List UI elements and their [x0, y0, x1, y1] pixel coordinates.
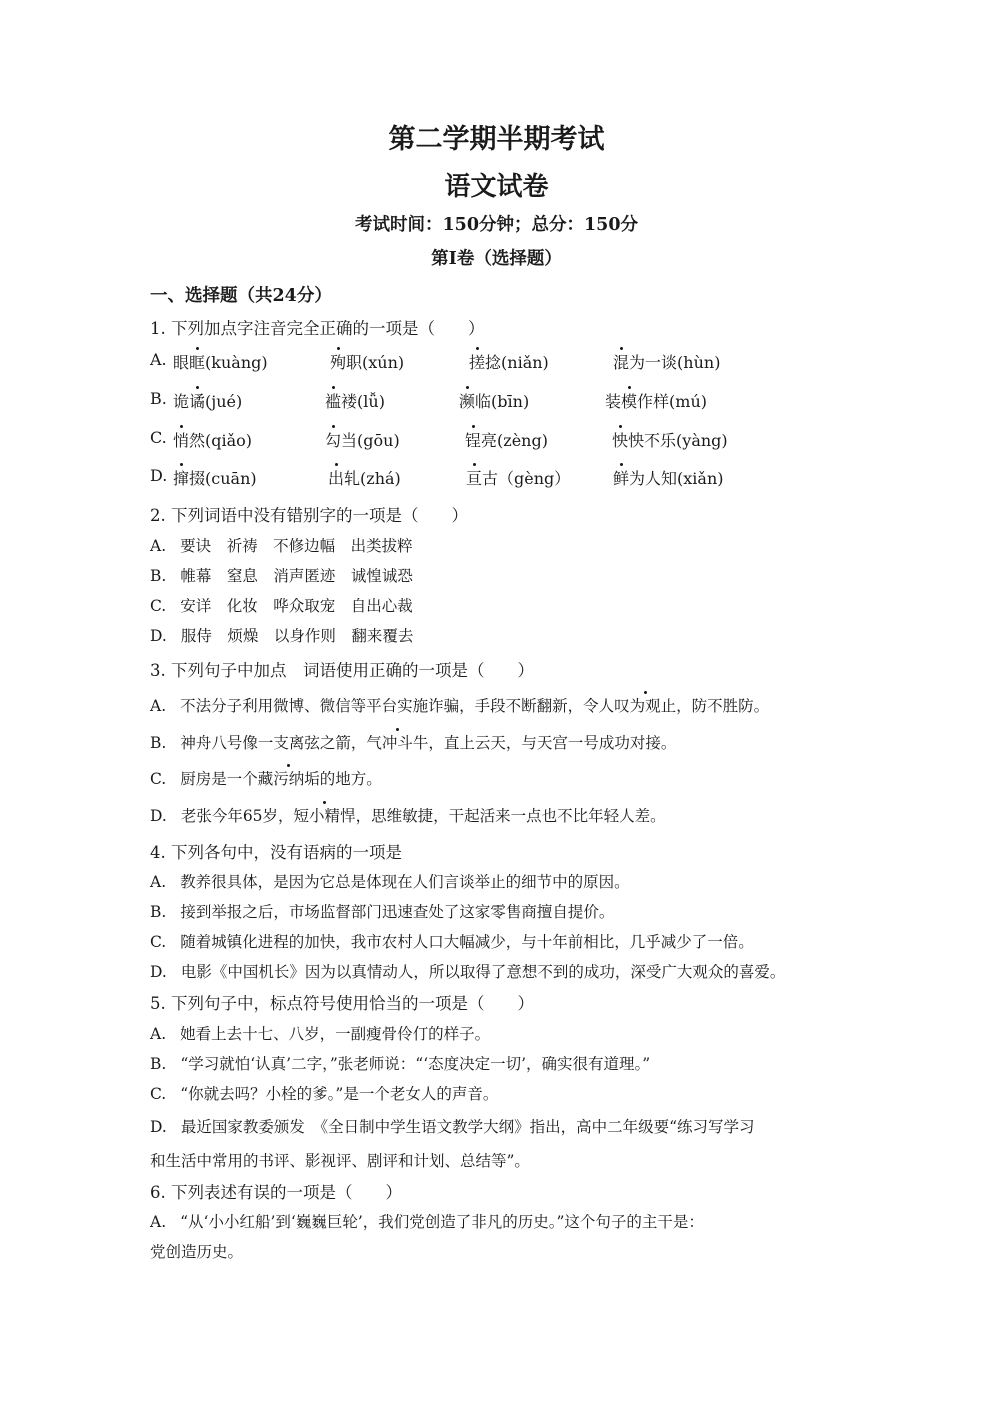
- option-item: 勾当(gōu): [325, 428, 400, 451]
- question-3-option-c: C. 厨房是一个藏污纳垢的地方。: [150, 767, 382, 789]
- option-item: 装模作样(mú): [605, 389, 707, 412]
- question-4-option-d: D. 电影《中国机长》因为以真情动人，所以取得了意想不到的成功，深受广大观众的喜爱。: [150, 963, 786, 981]
- option-item: 怏怏不乐(yàng): [612, 428, 728, 451]
- option-label: B.: [150, 389, 167, 408]
- question-5-option-a: A. 她看上去十七、八岁，一副瘦骨伶仃的样子。: [150, 1025, 491, 1043]
- question-2-option-a: A. 要诀 祈祷 不修边幅 出类拔粹: [150, 537, 413, 555]
- question-3-option-a: A. 不法分子利用微博、微信等平台实施诈骗，手段不断翻新，令人叹为观止，防不胜防。: [150, 694, 769, 716]
- question-4-option-b: B. 接到举报之后，市场监督部门迅速查处了这家零售商擅自提价。: [150, 903, 615, 921]
- volume-heading: 第I卷（选择题）: [431, 249, 562, 269]
- question-1-stem: 1. 下列加点字注音完全正确的一项是（ ）: [150, 319, 485, 338]
- question-2-option-b: B. 帷幕 窒息 消声匿迹 诚惶诚恐: [150, 567, 413, 585]
- exam-info: 考试时间：150分钟；总分：150分: [354, 215, 639, 235]
- question-4-option-a: A. 教养很具体，是因为它总是体现在人们言谈举止的细节中的原因。: [150, 873, 630, 891]
- section-heading: 一、选择题（共24分）: [150, 286, 332, 306]
- question-2-stem: 2. 下列词语中没有错别字的一项是（ ）: [150, 506, 468, 525]
- option-item: 混为一谈(hùn): [613, 350, 720, 373]
- question-4-option-c: C. 随着城镇化进程的加快，我市农村人口大幅减少，与十年前相比，几乎减少了一倍。: [150, 933, 754, 951]
- option-item: 亘古（gèng）: [466, 466, 570, 489]
- question-5-option-c: C. “你就去吗？小栓的爹。”是一个老女人的声音。: [150, 1085, 499, 1103]
- question-6-option-a: A. “从‘小小红船’到‘巍巍巨轮’，我们党创造了非凡的历史。”这个句子的主干是：: [150, 1213, 704, 1231]
- question-6-stem: 6. 下列表述有误的一项是（ ）: [150, 1183, 402, 1202]
- option-item: 撺掇(cuān): [173, 466, 257, 489]
- option-item: 出轧(zhá): [328, 466, 401, 489]
- question-3-option-b: B. 神舟八号像一支离弦之箭，气冲斗牛，直上云天，与天宫一号成功对接。: [150, 731, 676, 753]
- question-4-stem: 4. 下列各句中，没有语病的一项是: [150, 843, 402, 862]
- question-5-stem: 5. 下列句子中，标点符号使用恰当的一项是（ ）: [150, 994, 534, 1013]
- option-item: 褴褛(lǚ): [325, 389, 385, 412]
- question-3-option-d: D. 老张今年65岁，短小精悍，思维敏捷，干起活来一点也不比年轻人差。: [150, 804, 666, 826]
- option-label: D.: [150, 466, 168, 485]
- exam-subtitle: 语文试卷: [444, 172, 549, 202]
- option-item: 悄然(qiǎo): [173, 428, 252, 451]
- question-2-option-c: C. 安详 化妆 哗众取宠 自出心裁: [150, 597, 413, 615]
- option-item: 眼眶(kuàng): [173, 350, 268, 373]
- exam-title: 第二学期半期考试: [388, 124, 605, 155]
- question-3-stem: 3. 下列句子中加点 词语使用正确的一项是（ ）: [150, 661, 534, 680]
- question-6-option-a-continued: 党创造历史。: [150, 1243, 244, 1261]
- option-item: 濒临(bīn): [459, 389, 529, 412]
- option-item: 锃亮(zèng): [465, 428, 548, 451]
- option-item: 殉职(xún): [330, 350, 404, 373]
- question-2-option-d: D. 服侍 烦燥 以身作则 翻来覆去: [150, 627, 414, 645]
- option-label: C.: [150, 428, 167, 447]
- option-item: 搓捻(niǎn): [469, 350, 549, 373]
- question-5-option-d: D. 最近国家教委颁发 《全日制中学生语文教学大纲》指出，高中二年级要“练习写学习: [150, 1118, 755, 1136]
- option-label: A.: [150, 350, 167, 369]
- question-5-option-d-continued: 和生活中常用的书评、影视评、剧评和计划、总结等”。: [150, 1152, 530, 1170]
- option-item: 诡谲(jué): [173, 389, 242, 412]
- question-5-option-b: B. “学习就怕‘认真’二字，”张老师说：“‘态度决定一切’，确实很有道理。”: [150, 1055, 651, 1073]
- option-item: 鲜为人知(xiǎn): [613, 466, 724, 489]
